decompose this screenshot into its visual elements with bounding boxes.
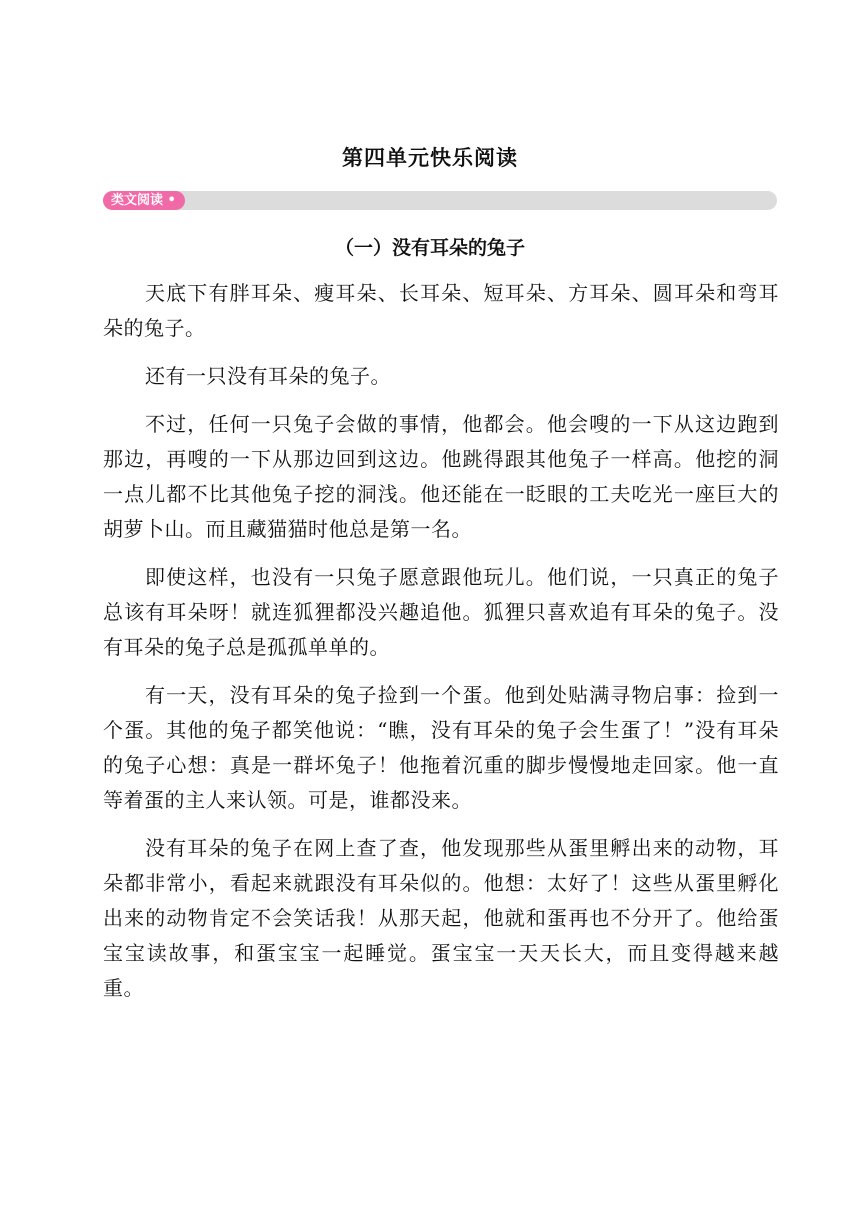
paragraph: 不过，任何一只兔子会做的事情，他都会。他会嗖的一下从这边跑到那边，再嗖的一下从那边回到这边。他跳得跟其他兔子一样高。他挖的洞一点儿都不比其他兔子挖的洞浅。他还能在一眨眼的工夫吃光一座巨大的胡萝卜山。而且藏猫猫时他总是第一名。: [103, 412, 779, 541]
story-body: [103, 276, 779, 1019]
page-title: 第四单元快乐阅读: [342, 146, 518, 170]
paragraph: 没有耳朵的兔子在网上查了查，他发现那些从蛋里孵出来的动物，耳朵都非常小，看起来就跟没有耳朵似的。他想：太好了！这些从蛋里孵化出来的动物肯定不会笑话我！从那天起，他就和蛋再也不分开了。他给蛋宝宝读故事，和蛋宝宝一起睡觉。蛋宝宝一天天长大，而且变得越来越重。: [103, 836, 779, 1000]
paragraph: 天底下有胖耳朵、瘦耳朵、长耳朵、短耳朵、方耳朵、圆耳朵和弯耳朵的兔子。: [103, 281, 779, 340]
paragraph: 即使这样，也没有一只兔子愿意跟他玩儿。他们说，一只真正的兔子总该有耳朵呀！就连狐狸都没兴趣追他。狐狸只喜欢追有耳朵的兔子。没有耳朵的兔子总是孤孤单单的。: [103, 565, 779, 659]
paragraph: 有一天，没有耳朵的兔子捡到一个蛋。他到处贴满寻物启事：捡到一个蛋。其他的兔子都笑他说：“瞧，没有耳朵的兔子会生蛋了！”没有耳朵的兔子心想：真是一群坏兔子！他拖着沉重的脚步慢慢地走回家。他一直等着蛋的主人来认领。可是，谁都没来。: [103, 683, 779, 812]
paragraph: 还有一只没有耳朵的兔子。: [145, 364, 391, 388]
story-title: （一）没有耳朵的兔子: [334, 237, 525, 259]
section-bar: [103, 191, 777, 210]
section-tag: 类文阅读 •: [103, 191, 185, 210]
